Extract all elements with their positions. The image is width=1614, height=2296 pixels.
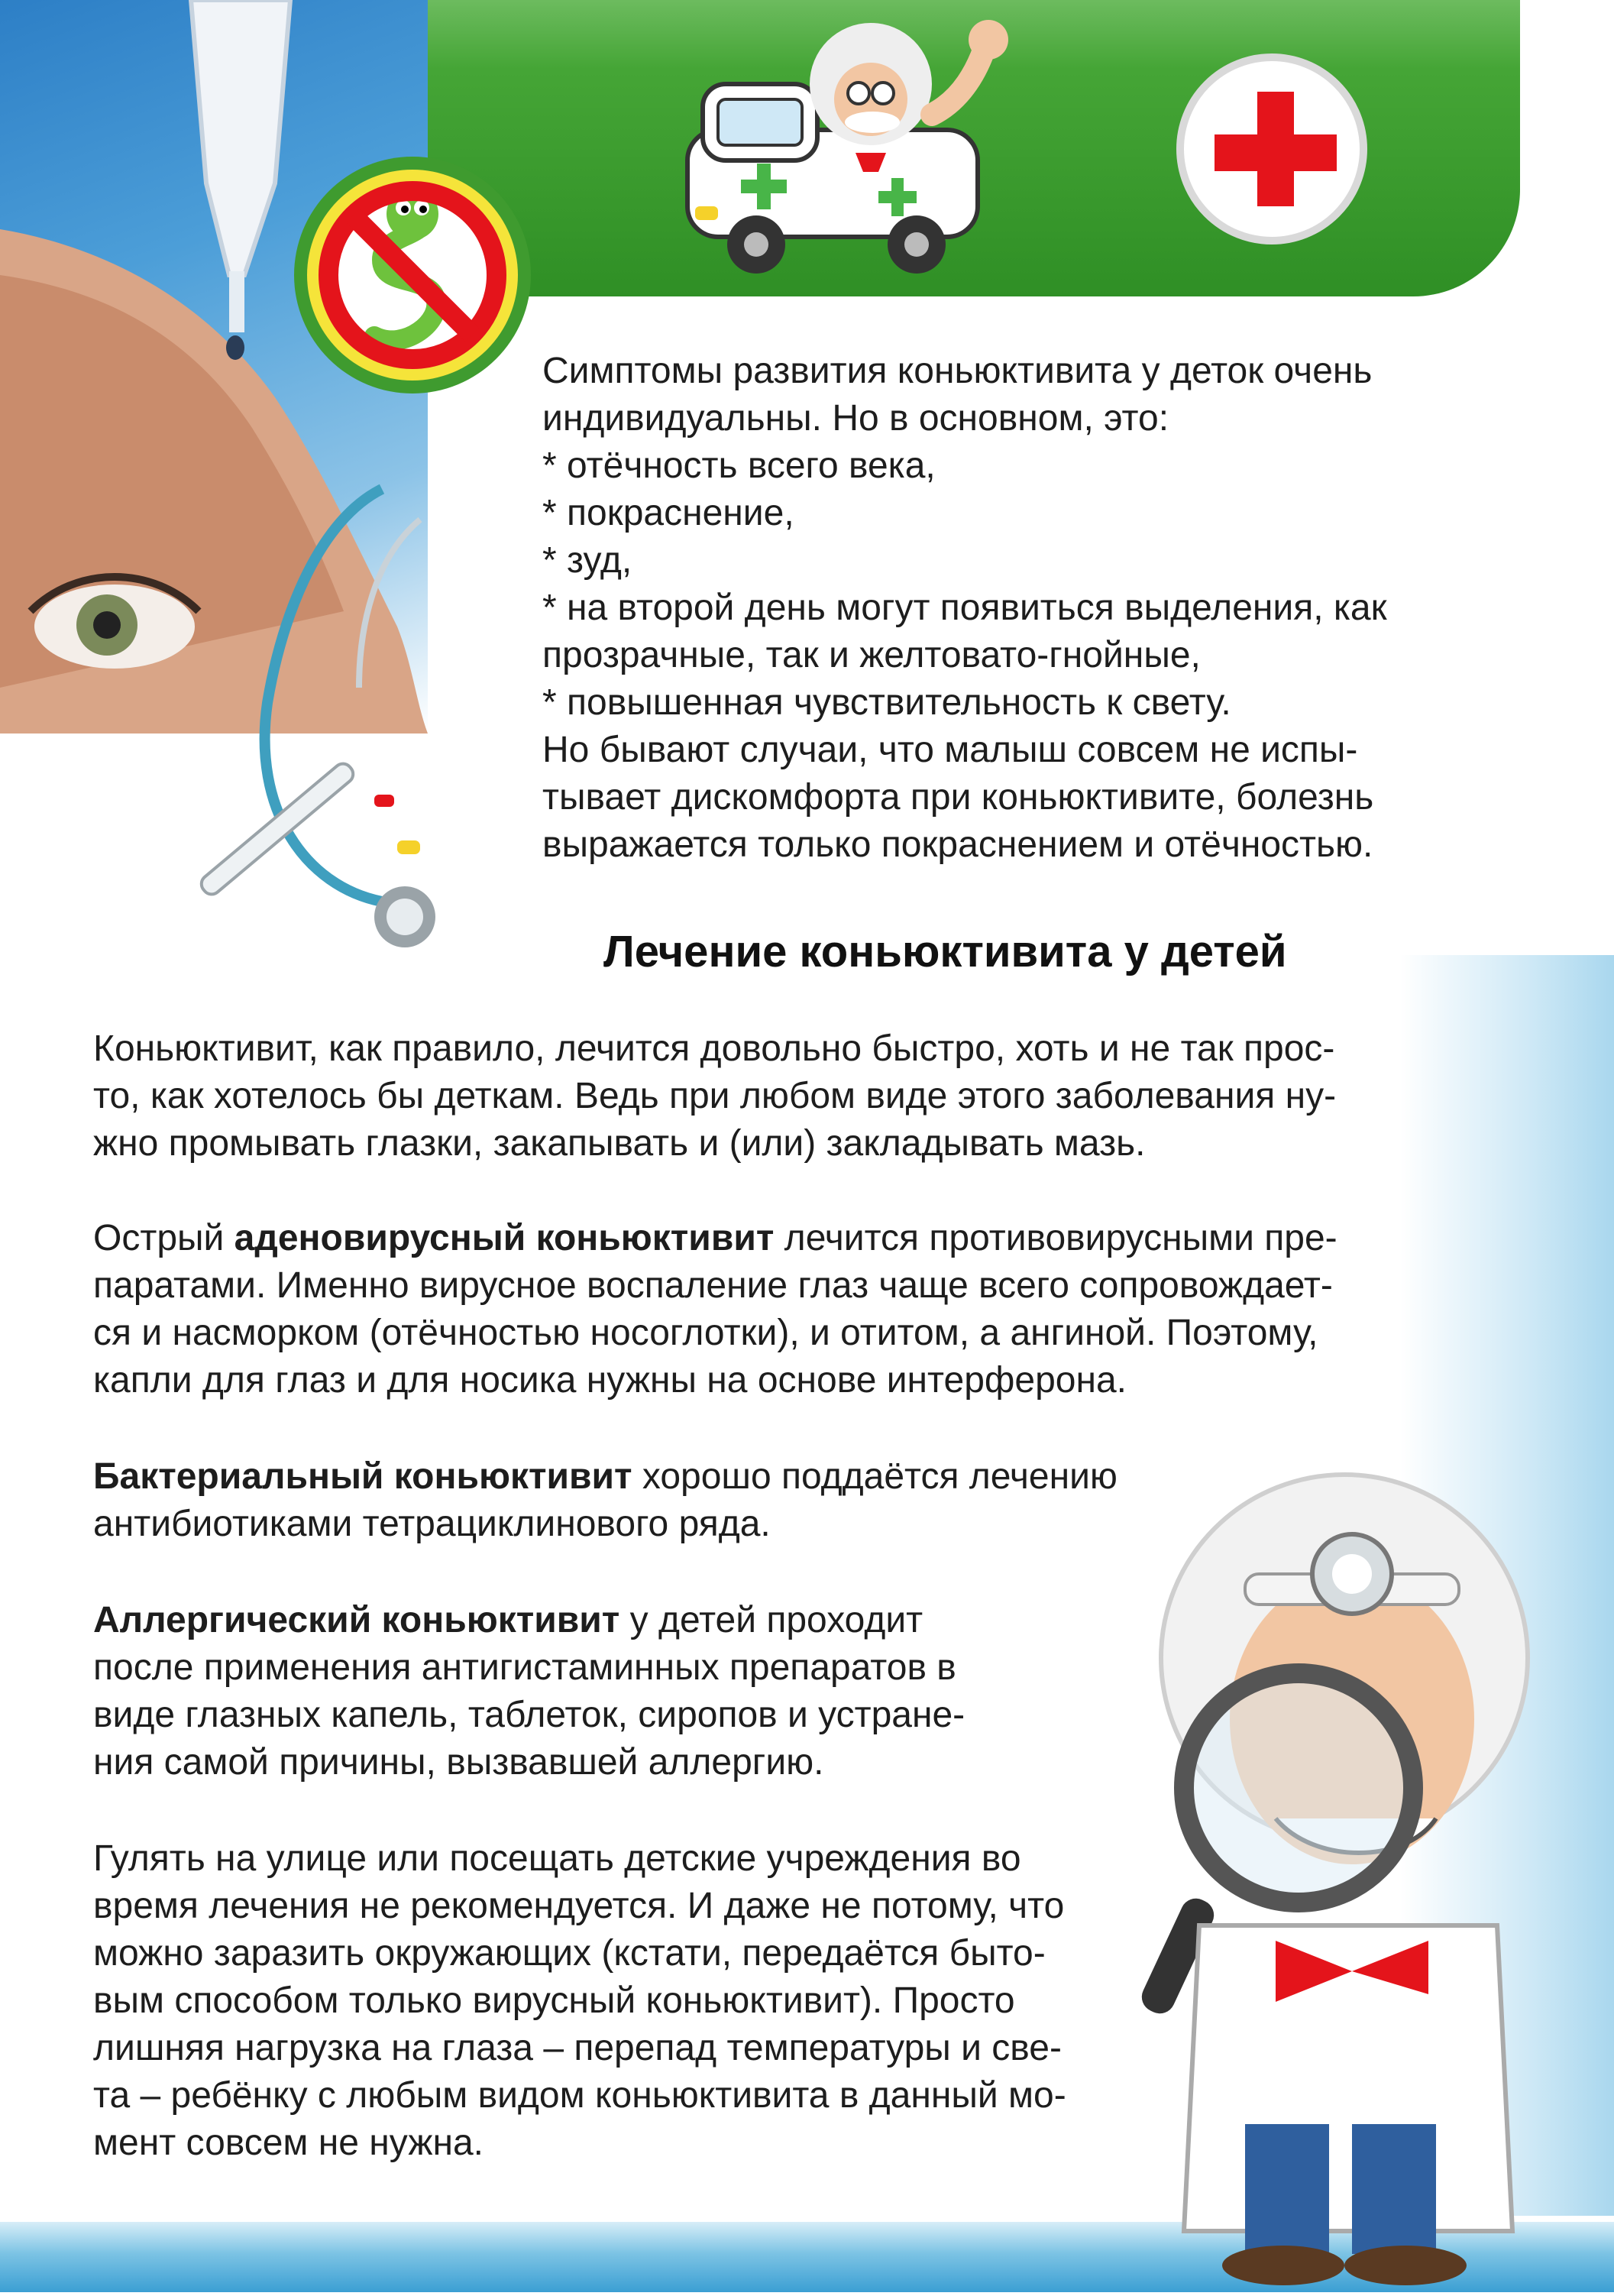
paragraph-line: время лечения не рекомендуется. И даже не потому, что [93, 1886, 1065, 1926]
symptoms-line: прозрачные, так и желтовато-гнойные, [542, 635, 1201, 675]
symptoms-line: * повышенная чувствительность к свету. [542, 682, 1231, 723]
text-run: Острый [93, 1218, 234, 1258]
bold-term: Бактериальный коньюктивит [93, 1456, 632, 1497]
symptoms-line: * зуд, [542, 540, 632, 581]
symptoms-line: * покраснение, [542, 493, 794, 533]
section-heading: Лечение коньюктивита у детей [603, 927, 1287, 976]
symptoms-line: Симптомы развития коньюктивита у деток очень [542, 351, 1373, 391]
paragraph-line: лишняя нагрузка на глаза – перепад температуры и све- [93, 2028, 1062, 2068]
symptoms-line: тывает дискомфорта при коньюктивите, болезнь [542, 777, 1374, 818]
paragraph-allergic [93, 1597, 965, 1786]
paragraph-line: виде глазных капель, таблеток, сиропов и устране- [93, 1695, 965, 1735]
paragraph-bacterial [93, 1453, 1118, 1548]
stethoscope-icon [130, 458, 489, 955]
paragraph-line: та – ребёнку с любым видом коньюктивита в данный мо- [93, 2075, 1066, 2116]
text-run: лечится противовирусными пре- [774, 1218, 1337, 1258]
paragraph-line: мент совсем не нужна. [93, 2123, 484, 2163]
no-worms-icon [290, 153, 535, 397]
red-cross-icon [1176, 53, 1367, 244]
symptoms-line: * на второй день могут появиться выделения, как [542, 588, 1387, 628]
text-run: хорошо поддаётся лечению [632, 1456, 1118, 1497]
bold-term: аденовирусный коньюктивит [234, 1218, 775, 1258]
paragraph-line: капли для глаз и для носика нужны на основе интерферона. [93, 1360, 1127, 1401]
paragraph-line: жно промывать глазки, закапывать и (или) закладывать мазь. [93, 1123, 1146, 1164]
paragraph-line: Гулять на улице или посещать детские учреждения во [93, 1838, 1021, 1879]
paragraph-line: Коньюктивит, как правило, лечится довольно быстро, хоть и не так прос- [93, 1028, 1335, 1069]
symptoms-block [542, 348, 1551, 869]
symptoms-line: Но бывают случаи, что малыш совсем не испы- [542, 730, 1358, 770]
paragraph-line [93, 1453, 1118, 1501]
paragraph-line: то, как хотелось бы деткам. Ведь при любом виде этого заболевания ну- [93, 1076, 1337, 1116]
bold-term: Аллергический коньюктивит [93, 1600, 620, 1640]
paragraph-line [93, 1215, 1337, 1262]
paragraph-line: можно заразить окружающих (кстати, передаётся быто- [93, 1933, 1046, 1974]
text-run: у детей проходит [619, 1600, 923, 1640]
symptoms-line: выражается только покраснением и отёчностью. [542, 824, 1373, 865]
paragraph-line: паратами. Именно вирусное воспаление глаз чаще всего сопровождает- [93, 1265, 1333, 1306]
paragraph-general [93, 1025, 1336, 1167]
paragraph-line: ния самой причины, вызвавшей аллергию. [93, 1742, 824, 1783]
symptoms-line: * отёчность всего века, [542, 445, 936, 486]
paragraph-line: после применения антигистаминных препаратов в [93, 1647, 956, 1688]
doctor-magnifier-illustration [1100, 1467, 1558, 2292]
symptoms-line: индивидуальны. Но в основном, это: [542, 398, 1169, 439]
paragraph-line: антибиотиками тетрациклинового ряда. [93, 1504, 771, 1544]
paragraph-line: ся и насморком (отёчностью носоглотки), и отитом, а ангиной. Поэтому, [93, 1313, 1318, 1353]
paragraph-adenoviral [93, 1215, 1337, 1404]
paragraph-line: вым способом только вирусный коньюктивит). Просто [93, 1980, 1015, 2021]
paragraph-walking [93, 1835, 1066, 2167]
paragraph-line [93, 1597, 965, 1644]
ambulance-doctor-illustration [672, 0, 1054, 290]
